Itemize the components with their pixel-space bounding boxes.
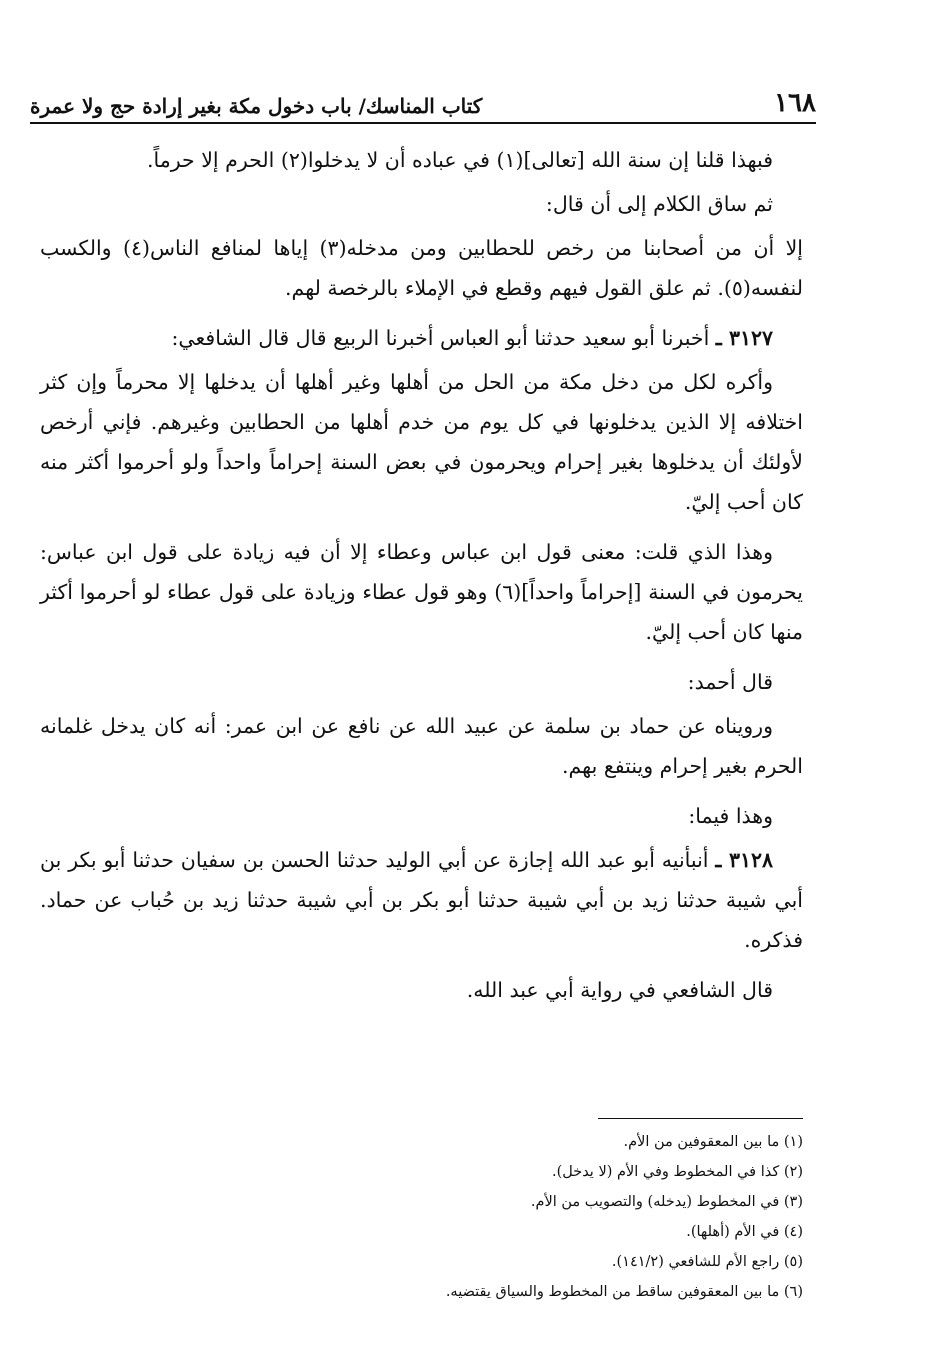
- paragraph-text: ثم ساق الكلام إلى أن قال:: [545, 192, 773, 216]
- hadith-number: ٣١٢٨ ـ: [715, 848, 773, 872]
- paragraph-text: قال الشافعي في رواية أبي عبد الله.: [466, 978, 773, 1002]
- running-title: كتاب المناسك/ باب دخول مكة بغير إرادة حج ولا عمرة: [30, 94, 483, 118]
- paragraph: [40, 532, 803, 652]
- paragraph-text: أنبأنيه أبو عبد الله إجازة عن أبي الوليد حدثنا الحسن بن سفيان حدثنا أبو بكر بن أبي شيبة حدثنا زيد بن أبي شيبة حدثنا أبو بكر بن أبي شيبة حدثنا زيد بن حُباب عن حماد. فذكره.: [40, 848, 803, 952]
- paragraph-text: إلا أن من أصحابنا من رخص للحطابين ومن مدخله(٣) إياها لمنافع الناس(٤) والكسب لنفسه(٥). ثم علق القول فيهم وقطع في الإملاء بالرخصة لهم.: [40, 236, 803, 300]
- paragraph: [40, 706, 803, 786]
- footnote: (٢) كذا في المخطوط وفي الأم (لا يدخل).: [551, 1164, 803, 1180]
- paragraph: [40, 796, 803, 836]
- paragraph-text: أخبرنا أبو سعيد حدثنا أبو العباس أخبرنا الربيع قال قال الشافعي:: [171, 326, 710, 350]
- main-text: [40, 140, 803, 1020]
- footnote: (١) ما بين المعقوفين من الأم.: [623, 1134, 803, 1150]
- paragraph-text: قال أحمد:: [687, 670, 773, 694]
- paragraph-text: وهذا الذي قلت: معنى قول ابن عباس وعطاء إلا أن فيه زيادة على قول ابن عباس: يحرمون في السنة [إحراماً واحداً](٦) وهو قول عطاء وزيادة على قول عطاء لو أحرموا أكثر منها كان أحب إليّ.: [40, 540, 803, 644]
- hadith-paragraph: [40, 318, 803, 358]
- page-header: [30, 74, 816, 124]
- footnote: (٣) في المخطوط (يدخله) والتصويب من الأم.: [530, 1194, 803, 1210]
- paragraph-text: ورويناه عن حماد بن سلمة عن عبيد الله عن نافع عن ابن عمر: أنه كان يدخل غلمانه الحرم بغير إحرام وينتفع بهم.: [40, 714, 803, 778]
- paragraph-text: وأكره لكل من دخل مكة من الحل من أهلها وغير أهلها أن يدخلها إلا محرماً وإن كثر اختلافه إلا الذين يدخلونها في كل يوم من خدم أهلها من الحطابين وغيرهم. فإني أرخص لأولئك أن يدخلوها بغير إحرام ويحرمون في بعض السنة إحراماً واحداً ولو أحرموا أكثر منه كان أحب إليّ.: [40, 370, 803, 514]
- footnotes: [100, 1118, 803, 1307]
- paragraph-text: فبهذا قلنا إن سنة الله [تعالى](١) في عباده أن لا يدخلوا(٢) الحرم إلا حرماً.: [146, 148, 773, 172]
- paragraph: [40, 970, 803, 1010]
- paragraph: [40, 140, 803, 180]
- footnote-list: [100, 1127, 803, 1307]
- paragraph-text: وهذا فيما:: [688, 804, 773, 828]
- paragraph: [40, 362, 803, 522]
- footnote: (٦) ما بين المعقوفين ساقط من المخطوط والسياق يقتضيه.: [445, 1284, 803, 1300]
- page-number: ١٦٨: [774, 88, 816, 118]
- footnote: (٥) راجع الأم للشافعي (١٤١/٢).: [611, 1254, 803, 1270]
- paragraph: [40, 662, 803, 702]
- hadith-paragraph: [40, 840, 803, 960]
- paragraph: [40, 228, 803, 308]
- paragraph: [40, 184, 803, 224]
- hadith-number: ٣١٢٧ ـ: [715, 326, 773, 350]
- footnote-divider: [598, 1118, 803, 1119]
- footnote: (٤) في الأم (أهلها).: [686, 1224, 803, 1240]
